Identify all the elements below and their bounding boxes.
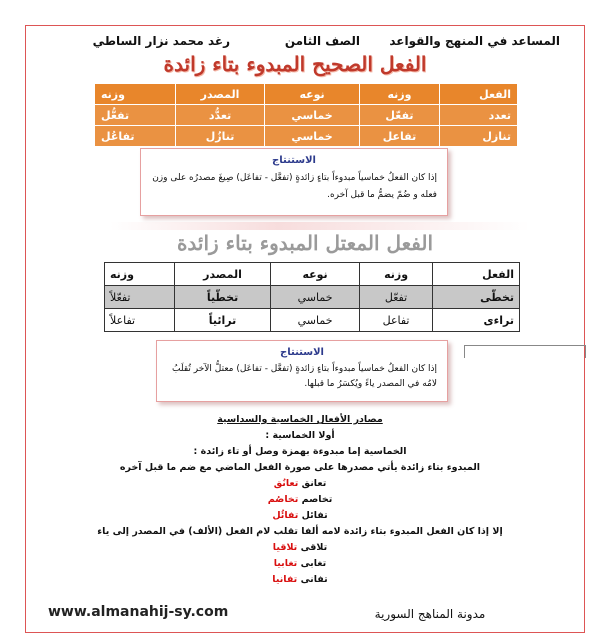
- table-cell: تفعّل: [359, 286, 432, 309]
- example-verb: تفائل: [301, 510, 328, 521]
- table-header-row: [95, 84, 518, 105]
- example-verb: تخاصم: [301, 494, 333, 505]
- table-cell: تفاعل: [359, 309, 432, 332]
- example-line: [60, 494, 540, 505]
- conclusion1-box: [140, 148, 448, 216]
- table-cell: تفاعلاً: [105, 309, 175, 332]
- table-header-cell: وزنه: [95, 84, 176, 105]
- conclusion2-title: الاستنتاج: [280, 347, 324, 358]
- example-line: [60, 510, 540, 521]
- section2-table: [104, 262, 520, 332]
- table-cell: تفاعُل: [95, 126, 176, 147]
- table-cell: خماسي: [271, 286, 360, 309]
- table-header-cell: نوعه: [271, 263, 360, 286]
- table-cell: تراءى: [433, 309, 520, 332]
- conclusion1-text: إذا كان الفعلُ خماسياً مبدوءاً بتاءٍ زائدةٍ (تفعَّل - تفاعَل) صِيغَ مصدرُه على وزن فعله و ضُمّ يضمُّ ما قبل آخره.: [152, 173, 437, 200]
- table-cell: تخطّى: [433, 286, 520, 309]
- example-verb: تعانق: [301, 478, 327, 489]
- table-cell: تعدُّد: [175, 105, 265, 126]
- table-row: [95, 126, 518, 147]
- table-header-cell: وزنه: [359, 84, 440, 105]
- example-noun: تخاصُم: [267, 494, 299, 505]
- table-cell: ترائياً: [174, 309, 270, 332]
- table-header-cell: الفعل: [433, 263, 520, 286]
- table-row: [105, 286, 520, 309]
- conclusion1-title: الاستنتاج: [272, 155, 316, 166]
- table-header-cell: المصدر: [174, 263, 270, 286]
- table-header-row: [105, 263, 520, 286]
- page-header: [40, 34, 560, 54]
- table-header-cell: وزنه: [359, 263, 432, 286]
- footer-blog-name: مدونة المناهج السورية: [374, 607, 486, 621]
- table-header-cell: نوعه: [265, 84, 359, 105]
- header-author: رغد محمد نزار الساطي: [92, 34, 230, 48]
- sources-heading: مصادر الأفعال الخماسية والسداسية: [217, 414, 383, 425]
- example-line: [60, 558, 540, 569]
- example-noun: تفائُل: [272, 510, 299, 521]
- header-assistant: المساعد في المنهج والقواعد: [389, 34, 560, 48]
- table-cell: خماسي: [265, 126, 359, 147]
- example-noun: تغابيا: [273, 558, 298, 569]
- table-row: [95, 105, 518, 126]
- example-verb: تلاقى: [300, 542, 328, 553]
- example-line: [60, 542, 540, 553]
- table-row: [105, 309, 520, 332]
- example-noun: تفانيا: [272, 574, 298, 585]
- table-cell: تفعُّل: [95, 105, 176, 126]
- sources-line2: المبدوء بتاء زائدة يأتي مصدرها على صورة الفعل الماضي مع ضم ما قبل آخره: [119, 462, 481, 473]
- footer-website-link[interactable]: www.almanahij-sy.com: [48, 604, 229, 620]
- table-cell: تخطّياً: [174, 286, 270, 309]
- table-cell: تنازل: [440, 126, 518, 147]
- empty-frame: [464, 345, 586, 358]
- table-header-cell: الفعل: [440, 84, 518, 105]
- sources-subheading: أولا الخماسية :: [265, 430, 335, 441]
- table-cell: تعدد: [440, 105, 518, 126]
- example-verb: تفانى: [300, 574, 328, 585]
- table-cell: تفاعل: [359, 126, 440, 147]
- example-verb: تغابى: [300, 558, 327, 569]
- conclusion2-box: [156, 340, 448, 402]
- table-cell: تفعّل: [359, 105, 440, 126]
- sources-line3: إلا إذا كان الفعل المبدوء بتاء زائدة لامه ألفا تقلب لام الفعل (الألف) في المصدر إلى ياء: [97, 526, 503, 537]
- example-line: [60, 574, 540, 585]
- section2-title: الفعل المعتل المبدوء بتاء زائدة: [176, 231, 434, 255]
- section1-title: الفعل الصحيح المبدوء بتاء زائدة: [163, 52, 427, 76]
- table-cell: خماسي: [271, 309, 360, 332]
- sources-line1: الخماسية إما مبدوءة بهمزة وصل أو تاء زائدة :: [193, 446, 407, 457]
- conclusion2-text: إذا كان الفعلُ خماسياً مبدوءاً بتاءٍ زائدةٍ (تفعَّل - تفاعَل) معتلُّ الآخر تُقلَبُ لامُه في المصدر ياءً ويُكسَرُ ما قبلها.: [172, 364, 437, 389]
- table-header-cell: المصدر: [175, 84, 265, 105]
- table-cell: خماسي: [265, 105, 359, 126]
- table-cell: تنازُل: [175, 126, 265, 147]
- header-grade: الصف الثامن: [284, 34, 360, 48]
- table-header-cell: وزنه: [105, 263, 175, 286]
- example-noun: تعانُق: [273, 478, 299, 489]
- decorative-strip: [110, 222, 530, 230]
- example-noun: تلاقيا: [272, 542, 298, 553]
- section1-table: [94, 83, 518, 147]
- table-cell: تفعّلاً: [105, 286, 175, 309]
- example-line: [60, 478, 540, 489]
